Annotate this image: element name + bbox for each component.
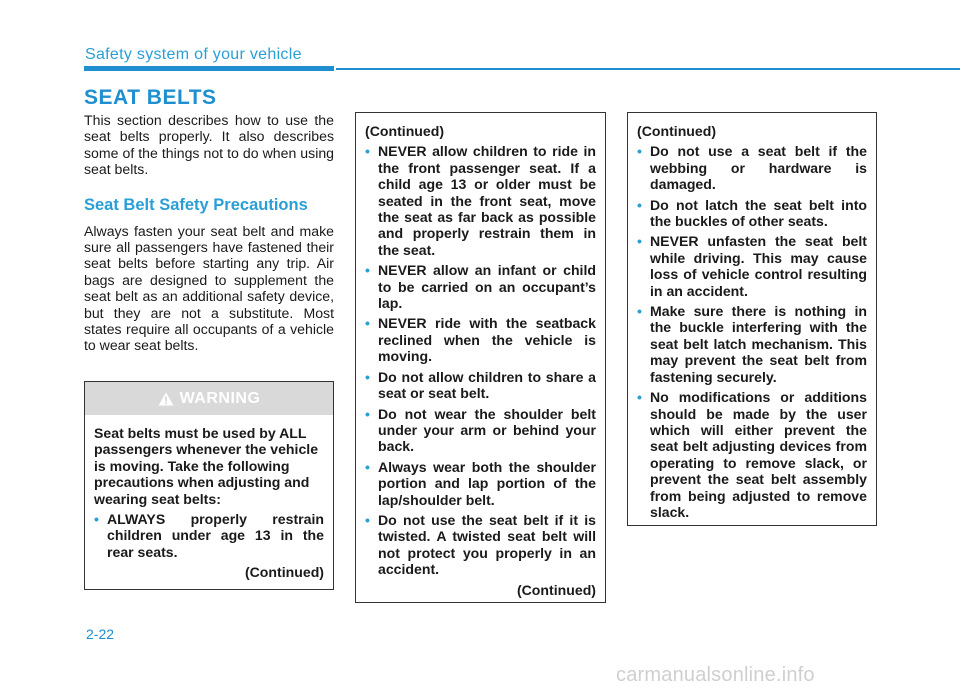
section-title: SEAT BELTS [84, 86, 217, 109]
list-item [94, 511, 324, 560]
bullet: • [365, 458, 370, 475]
warning-text: Seat belts must be used by ALL passengers whenever the vehicle is moving. Take the following precautions when adjusting and wearing seat belts: [94, 425, 319, 507]
list-item-text: Do not allow children to share a seat or seat belt. [378, 368, 596, 402]
bullet: • [637, 143, 642, 160]
page-number: 2-22 [86, 626, 115, 642]
subsection-title: Seat Belt Safety Precautions [84, 195, 308, 214]
precautions-paragraph: Always fasten your seat belt and make sure all passengers have fastened their seat belts before starting any trip. Air bags are designed to supplement the seat belt as an additional safety device, but they are not a substitute. Most states require all occupants of a vehicle to wear seat belts. [84, 222, 334, 354]
list-item [365, 369, 596, 402]
bullet: • [365, 262, 370, 279]
list-item [365, 512, 596, 578]
bullet: • [365, 405, 370, 422]
warning-list [94, 511, 324, 560]
list-item-text: Do not wear the shoulder belt under your arm or behind your back. [378, 405, 596, 455]
precautions-box-3 [627, 112, 877, 526]
list-item-text: Do not use the seat belt if it is twisted. A twisted seat belt will not protect you properly in an accident. [378, 511, 596, 578]
list-item-text: NEVER allow an infant or child to be carried on an occupant’s lap. [378, 262, 596, 312]
bullet: • [365, 511, 370, 528]
precautions-box-2 [355, 112, 606, 603]
list-item-text: NEVER allow children to ride in the front passenger seat. If a child age 13 or older must be seated in the front seat, move the seat as far back as possible and properly restrain them in the seat. [378, 143, 596, 258]
continued-label: (Continued) [637, 123, 717, 139]
bullet: • [365, 315, 370, 332]
bullet: • [365, 143, 370, 160]
header-rule-thick [84, 66, 334, 71]
list-item-text: No modifications or additions should be made by the user which will either prevent the seat belt adjusting devices from operating to remove slack, or prevent the seat belt assembly from being adjusted to remove slack. [650, 389, 867, 520]
list-item [365, 406, 596, 455]
warning-box [84, 381, 334, 590]
warning-label: WARNING [179, 389, 261, 407]
list-item-text: ALWAYS properly restrain children under age 13 in the rear seats. [107, 511, 324, 560]
precautions-list-3 [637, 143, 867, 520]
list-item-text: Do not use a seat belt if the webbing or hardware is damaged. [650, 143, 867, 193]
list-item [365, 459, 596, 508]
list-item [637, 197, 867, 230]
intro-paragraph: This section describes how to use the seat belts properly. It also describes some of the things not to do when using seat belts. [84, 112, 334, 178]
bullet: • [94, 511, 99, 528]
header-rule-thin [336, 68, 960, 70]
list-item-text: Make sure there is nothing in the buckle interfering with the seat belt latch mechanism. This may prevent the seat belt from fastening securely. [650, 303, 867, 385]
bullet: • [637, 196, 642, 213]
watermark: carmanualsonline.info [616, 664, 815, 686]
warning-content [85, 415, 333, 593]
list-item [365, 315, 596, 364]
header-title: Safety system of your vehicle [85, 46, 302, 63]
list-item [637, 143, 867, 192]
list-item [637, 233, 867, 299]
bullet: • [637, 233, 642, 250]
continued-label: (Continued) [365, 123, 445, 139]
list-item-text: Do not latch the seat belt into the buckles of other seats. [650, 196, 867, 230]
bullet: • [637, 303, 642, 320]
list-item [637, 389, 867, 520]
list-item-text: NEVER ride with the seatback reclined when the vehicle is moving. [378, 315, 596, 365]
continued-label: (Continued) [516, 581, 596, 598]
bullet: • [637, 389, 642, 406]
list-item-text: NEVER unfasten the seat belt while driving. This may cause loss of vehicle control resulting in an accident. [650, 233, 867, 299]
intro-column [84, 112, 334, 354]
bullet: • [365, 368, 370, 385]
warning-triangle-icon [158, 392, 174, 406]
list-item [365, 262, 596, 311]
list-item [365, 143, 596, 258]
warning-band [85, 382, 333, 415]
continued-label: (Continued) [244, 564, 324, 581]
list-item [637, 303, 867, 385]
precautions-list-2 [365, 143, 596, 577]
list-item-text: Always wear both the shoulder portion and lap portion of the lap/shoulder belt. [378, 458, 596, 508]
